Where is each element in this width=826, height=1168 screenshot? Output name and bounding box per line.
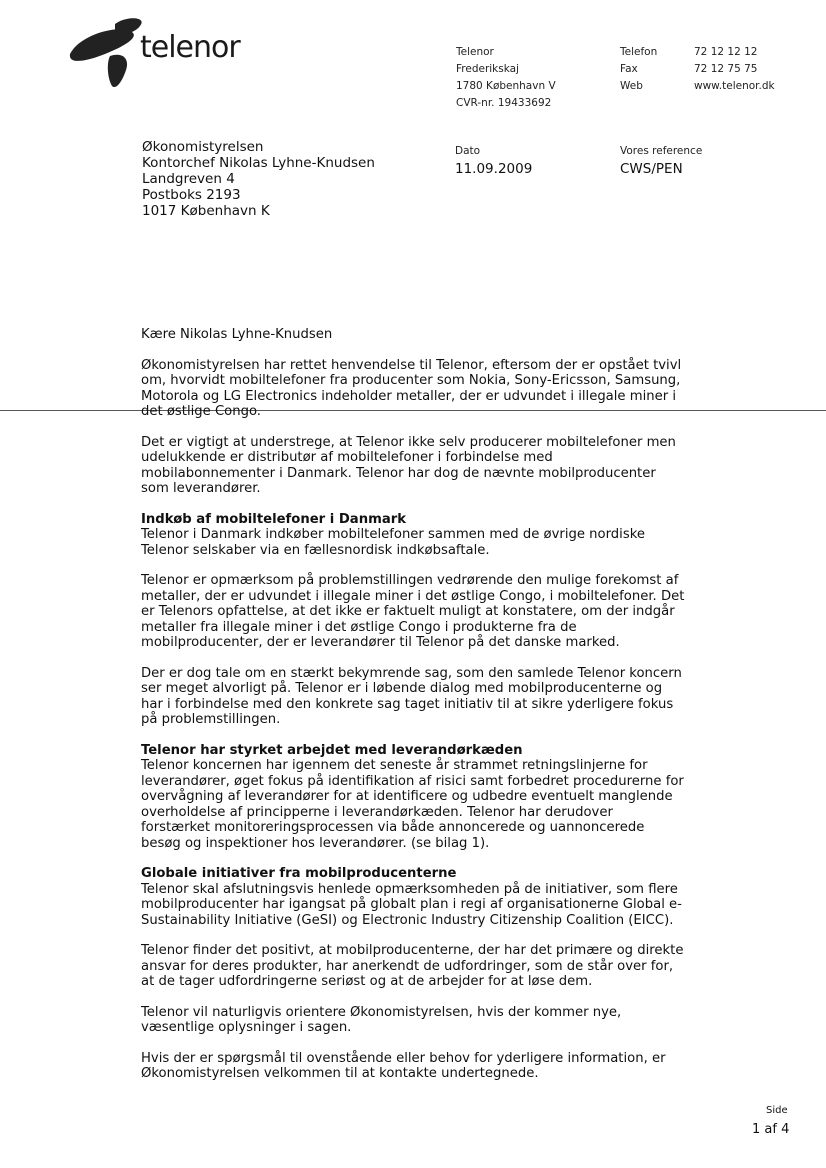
paragraph: Hvis der er spørgsmål til ovenstående eller behov for yderligere information, er Økonomistyrelsen velkommen til at kontakte undertegnede. <box>141 1050 666 1081</box>
phone-value: 72 12 12 12 <box>694 46 758 58</box>
sender-line: Frederikskaj <box>456 63 519 75</box>
reference-value: CWS/PEN <box>620 161 683 177</box>
paragraph: Det er vigtigt at understrege, at Telenor ikke selv producerer mobiltelefoner men udelukkende er distributør af mobiltelefoner i forbindelse med mobilabonnementer i Danmark. Telenor har dog de nævnte mobilproducenter som leverandører. <box>141 434 676 496</box>
web-link[interactable]: www.telenor.dk <box>694 80 775 92</box>
paragraph: Telenor finder det positivt, at mobilproducenterne, der har det primære og direkte ansvar for deres produkter, har anerkendt de udfordringer, som de står over for, at de tager udfordringerne seriøst og at de arbejder for at løse dem. <box>141 943 684 989</box>
paragraph: Telenor er opmærksom på problemstillingen vedrørende den mulige forekomst af metaller, der er udvundet i illegale miner i det østlige Congo, i mobiltelefoner. Det er Telenors opfattelse, at det ikke er faktuelt muligt at konstatere, om der indgår metaller fra illegale miner i det østlige Congo i produkterne fra de mobilproducenter, der er leverandører til Telenor på det danske marked. <box>141 573 685 650</box>
sender-line: CVR-nr. 19433692 <box>456 97 552 109</box>
paragraph: Telenor koncernen har igennem det seneste år strammet retningslinjerne for leverandører, øget fokus på identifikation af risici samt forbedret procedurerne for overvågning af leverandører for at identificere og udbedre eventuelt manglende overholdelse af principperne i leverandørkæden. Telenor har derudover forstærket monitoreringsprocessen via både annoncerede og uannoncerede besøg og inspektioner hos leverandører. (se bilag 1). <box>141 758 684 851</box>
section <box>141 866 686 928</box>
fax-value: 72 12 75 75 <box>694 63 758 75</box>
sender-line: Telenor <box>456 46 494 58</box>
section <box>141 512 686 559</box>
paragraph: Telenor skal afslutningsvis henlede opmærksomheden på de initiativer, som flere mobilproducenter har igangsat på globalt plan i regi af organisationerne Global e-Sustainability Initiative (GeSI) og Electronic Industry Citizenship Coalition (EICC). <box>141 881 682 928</box>
phone-label: Telefon <box>620 46 658 58</box>
paragraph: Økonomistyrelsen har rettet henvendelse til Telenor, eftersom der er opstået tvivl om, hvorvidt mobiltelefoner fra producenter som Nokia, Sony-Ericsson, Samsung, Motorola og LG Electronics indeholder metaller, der er udvundet i illegale miner i det østlige Congo. <box>141 357 682 419</box>
recipient-line: Økonomistyrelsen <box>142 139 264 155</box>
paragraph: Telenor i Danmark indkøber mobiltelefoner sammen med de øvrige nordiske Telenor selskaber via en fællesnordisk indkøbsaftale. <box>141 527 645 558</box>
date-value: 11.09.2009 <box>455 161 533 177</box>
recipient-line: Landgreven 4 <box>142 171 235 187</box>
paragraph: Telenor vil naturligvis orientere Økonomistyrelsen, hvis der kommer nye, væsentlige oplysninger i sagen. <box>141 1004 622 1035</box>
section <box>141 743 686 852</box>
paragraph: Der er dog tale om en stærkt bekymrende sag, som den samlede Telenor koncern ser meget alvorligt på. Telenor er i løbende dialog med mobilproducenterne og har i forbindelse med den konkrete sag taget initiativ til at sikre yderligere fokus på problemstillingen. <box>141 665 682 727</box>
sender-line: 1780 København V <box>456 80 556 92</box>
contact-values <box>694 44 775 95</box>
date-label: Dato <box>455 145 481 157</box>
greeting: Kære Nikolas Lyhne-Knudsen <box>141 327 333 342</box>
section-heading: Globale initiativer fra mobilproducenterne <box>141 866 457 881</box>
recipient-line: Kontorchef Nikolas Lyhne-Knudsen <box>142 155 375 171</box>
page-side-label: Side <box>766 1105 788 1116</box>
recipient-line: Postboks 2193 <box>142 187 241 203</box>
brand-wordmark: telenor <box>140 30 240 65</box>
reference-label: Vores reference <box>620 145 703 157</box>
section-heading: Indkøb af mobiltelefoner i Danmark <box>141 511 407 527</box>
recipient-address <box>142 139 375 219</box>
recipient-line: 1017 København K <box>142 203 270 219</box>
fax-label: Fax <box>620 63 638 75</box>
section-heading: Telenor har styrket arbejdet med leverandørkæden <box>141 742 523 758</box>
sender-address <box>456 44 556 112</box>
letter-body <box>141 327 686 1097</box>
web-label: Web <box>620 80 643 92</box>
page-number: 1 af 4 <box>752 1122 790 1137</box>
contact-labels <box>620 44 657 95</box>
